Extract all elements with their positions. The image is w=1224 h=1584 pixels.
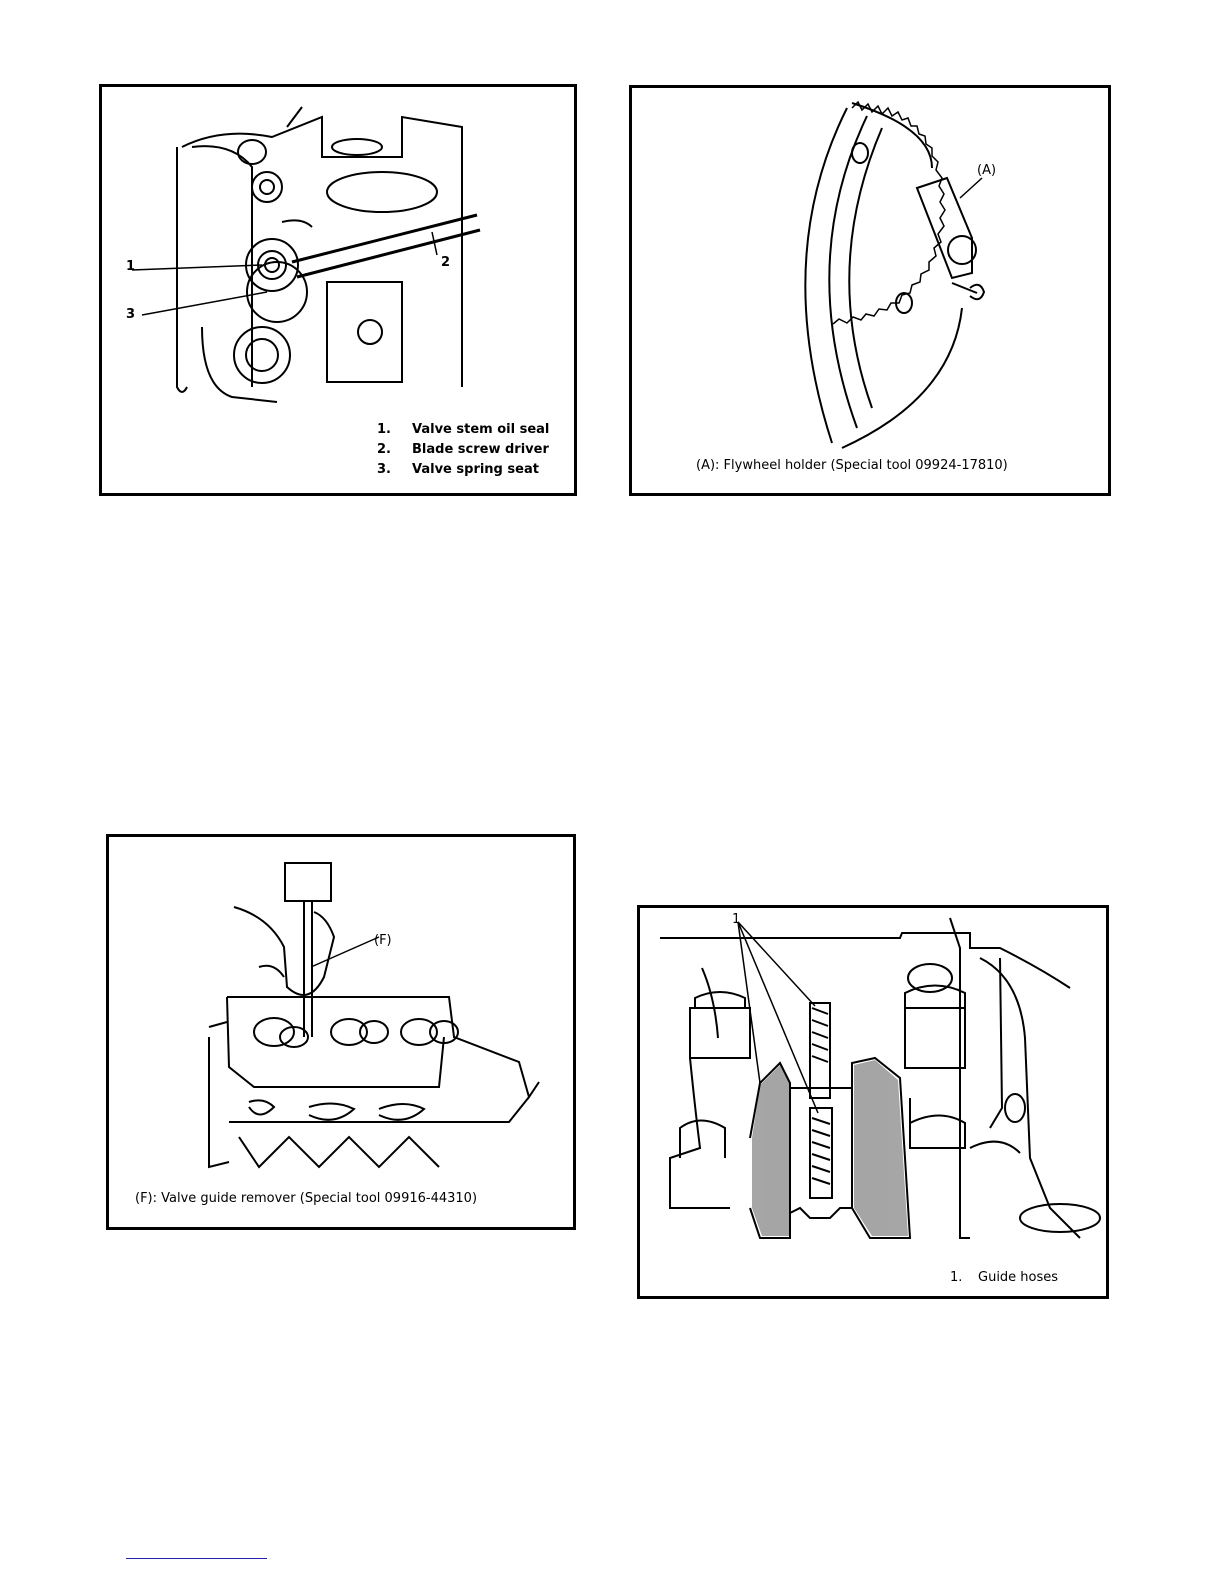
- callout-2: 2: [441, 255, 451, 270]
- figure-guide-hoses: [637, 905, 1109, 1299]
- callout-1-guide-hoses: 1: [732, 912, 741, 927]
- figure-valve-stem-seal: [99, 84, 577, 496]
- callout-1: 1: [126, 259, 136, 274]
- caption-valve-guide-remover: (F): Valve guide remover (Special tool 09916-44310): [135, 1191, 478, 1206]
- flywheel-illustration: [632, 88, 1108, 493]
- legend-item-2: 2. Blade screw driver: [377, 442, 549, 457]
- figure-flywheel-holder: [629, 85, 1111, 496]
- legend-item-3: 3. Valve spring seat: [377, 462, 539, 477]
- footer-rule: [126, 1558, 267, 1559]
- legend-guide-hoses: 1. Guide hoses: [950, 1270, 1059, 1285]
- guide-hoses-illustration: [640, 908, 1106, 1296]
- callout-3: 3: [126, 307, 136, 322]
- valve-guide-illustration: [109, 837, 573, 1227]
- callout-a: (A): [977, 163, 997, 178]
- legend-valve-seal: [377, 420, 549, 480]
- figure-valve-guide-remover: [106, 834, 576, 1230]
- caption-flywheel-holder: (A): Flywheel holder (Special tool 09924-17810): [696, 458, 1008, 473]
- legend-item-1: 1. Valve stem oil seal: [377, 422, 550, 437]
- callout-f: (F): [374, 933, 392, 948]
